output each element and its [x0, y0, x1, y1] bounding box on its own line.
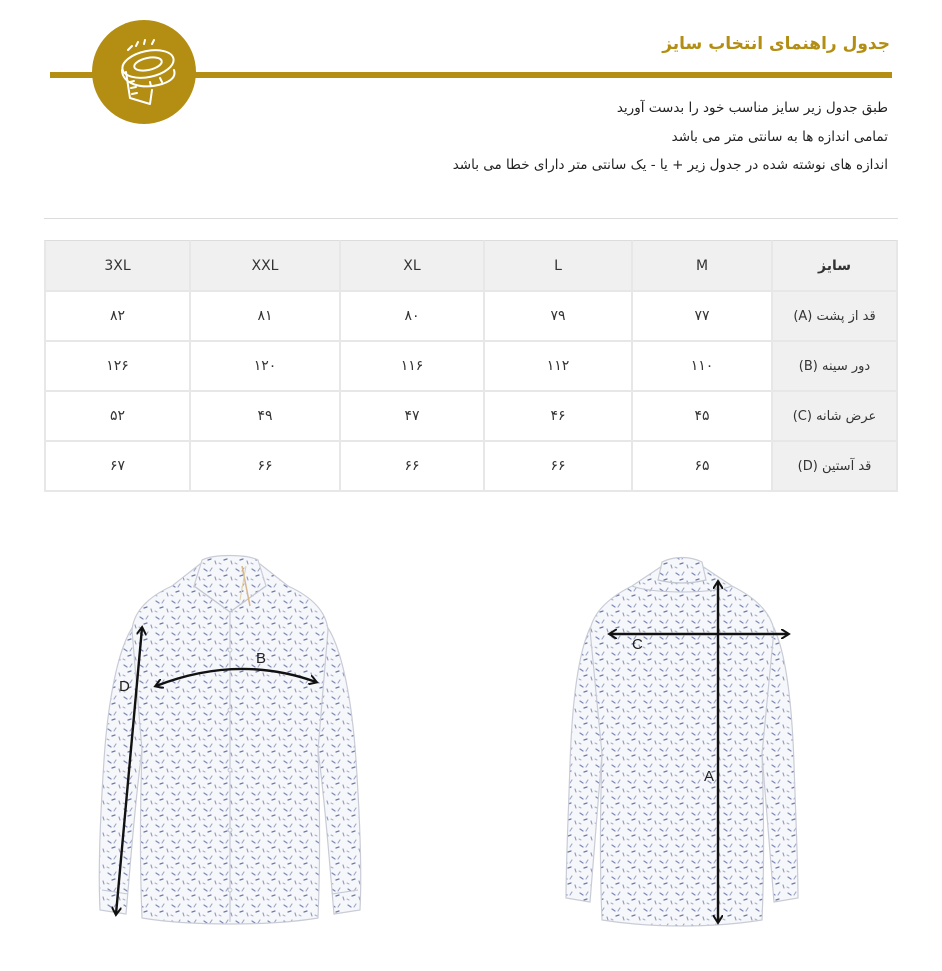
table-row	[44, 442, 898, 492]
table-row	[44, 292, 898, 342]
column-header-xxl: XXL	[191, 240, 341, 292]
row-label-sleeve: قد آستین (D)	[773, 442, 898, 492]
divider	[44, 218, 898, 219]
size-notes	[368, 94, 888, 180]
column-header-xl: XL	[341, 240, 485, 292]
table-row	[44, 392, 898, 442]
table-cell: ۱۲۰	[191, 342, 341, 392]
table-cell: ۶۶	[485, 442, 633, 492]
row-label-chest: دور سینه (B)	[773, 342, 898, 392]
table-cell: ۸۲	[44, 292, 191, 342]
row-label-shoulder: عرض شانه (C)	[773, 392, 898, 442]
table-cell: ۶۶	[191, 442, 341, 492]
label-c: C	[632, 636, 643, 653]
label-d: D	[119, 678, 130, 695]
row-label-back-length: قد از پشت (A)	[773, 292, 898, 342]
column-header-m: M	[633, 240, 773, 292]
table-cell: ۸۱	[191, 292, 341, 342]
back-shirt-image	[562, 554, 802, 934]
label-b: B	[256, 650, 267, 667]
table-cell: ۱۱۲	[485, 342, 633, 392]
table-cell: ۴۹	[191, 392, 341, 442]
size-table-container	[44, 240, 898, 492]
table-cell: ۸۰	[341, 292, 485, 342]
front-shirt-image	[90, 550, 370, 930]
note-line: تمامی اندازه ها به سانتی متر می باشد	[671, 128, 888, 145]
table-cell: ۱۲۶	[44, 342, 191, 392]
column-header-size: سایز	[773, 240, 898, 292]
table-header-row	[44, 240, 898, 292]
table-cell: ۶۶	[341, 442, 485, 492]
note-line: طبق جدول زیر سایز مناسب خود را بدست آورید	[616, 100, 888, 116]
table-cell: ۱۱۶	[341, 342, 485, 392]
back-shirt-figure	[562, 554, 802, 934]
table-cell: ۴۷	[341, 392, 485, 442]
label-a: A	[704, 768, 715, 785]
note-line: اندازه های نوشته شده در جدول زیر + یا - یک سانتی متر دارای خطا می باشد	[452, 157, 888, 173]
table-cell: ۷۷	[633, 292, 773, 342]
table-cell: ۵۲	[44, 392, 191, 442]
table-cell: ۱۱۰	[633, 342, 773, 392]
table-cell: ۴۶	[485, 392, 633, 442]
measuring-tape-badge	[92, 20, 196, 124]
table-cell: ۴۵	[633, 392, 773, 442]
table-cell: ۷۹	[485, 292, 633, 342]
column-header-3xl: 3XL	[44, 240, 191, 292]
size-table	[44, 240, 898, 492]
measuring-tape-icon	[92, 20, 196, 124]
front-shirt-figure	[90, 550, 370, 930]
table-row	[44, 342, 898, 392]
column-header-l: L	[485, 240, 633, 292]
page-title: جدول راهنمای انتخاب سایز	[662, 34, 890, 54]
table-cell: ۶۵	[633, 442, 773, 492]
table-cell: ۶۷	[44, 442, 191, 492]
